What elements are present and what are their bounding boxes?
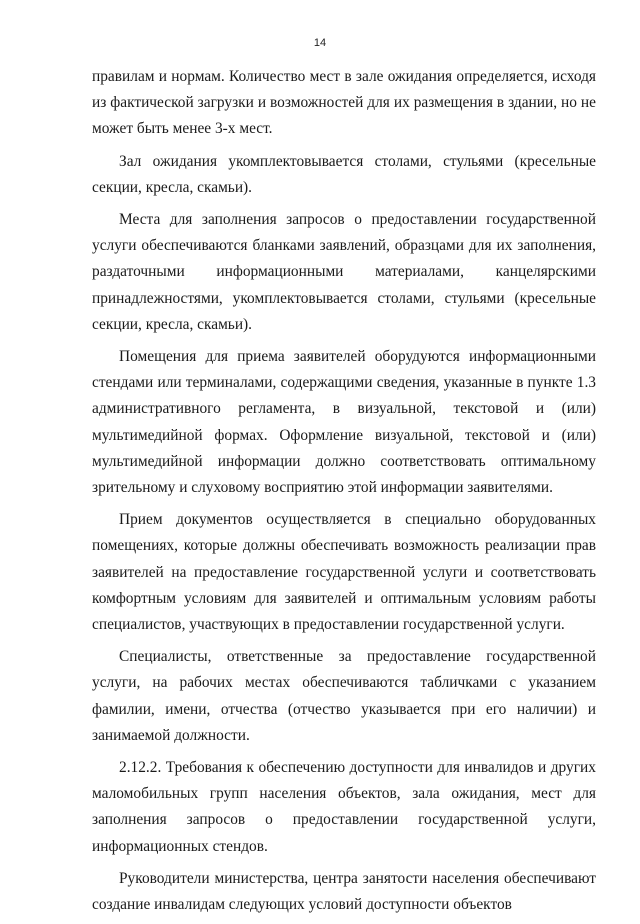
paragraph-5: Прием документов осуществляется в специально оборудованных помещениях, которые должны обеспечивать возможность реализации прав заявителей на предоставление государственной услуги и соответствовать комфортным условиям для заявителей и оптимальным условиям работы специалистов, участвующих в предоставлении государственной услуги. (92, 511, 596, 634)
paragraph-6: Специалисты, ответственные за предоставление государственной услуги, на рабочих местах обеспечиваются табличками с указанием фамилии, имени, отчества (отчество указывается при его наличии) и занимаемой должности. (92, 648, 596, 744)
paragraph-8: Руководители министерства, центра занятости населения обеспечивают создание инвалидам следующих условий доступности объектов (92, 869, 596, 914)
paragraph-7: 2.12.2. Требования к обеспечению доступности для инвалидов и других маломобильных групп населения объектов, зала ожидания, мест для заполнения запросов о предоставлении государственной услуги, информационных стендов. (92, 759, 596, 855)
paragraph-1: правилам и нормам. Количество мест в зале ожидания определяется, исходя из фактической загрузки и возможностей для их размещения в здании, но не может быть менее 3-х мест. (92, 68, 596, 138)
paragraph-4: Помещения для приема заявителей оборудуются информационными стендами или терминалами, содержащими сведения, указанные в пункте 1.3 административного регламента, в визуальной, текстовой и (или) мультимедийной формах. Оформление визуальной, текстовой и (или) мультимедийной информации должно соответствовать оптимальному зрительному и слуховому восприятию этой информации заявителями. (92, 348, 596, 497)
document-body (92, 64, 596, 924)
page-number: 14 (313, 37, 327, 49)
paragraph-2: Зал ожидания укомплектовывается столами, стульями (кресельные секции, кресла, скамьи). (92, 152, 596, 196)
paragraph-3: Места для заполнения запросов о предоставлении государственной услуги обеспечиваются бланками заявлений, образцами для их заполнения, раздаточными информационными материалами, канцелярскими принадлежностями, укомплектовывается столами, стульями (кресельные секции, кресла, скамьи). (92, 211, 596, 333)
